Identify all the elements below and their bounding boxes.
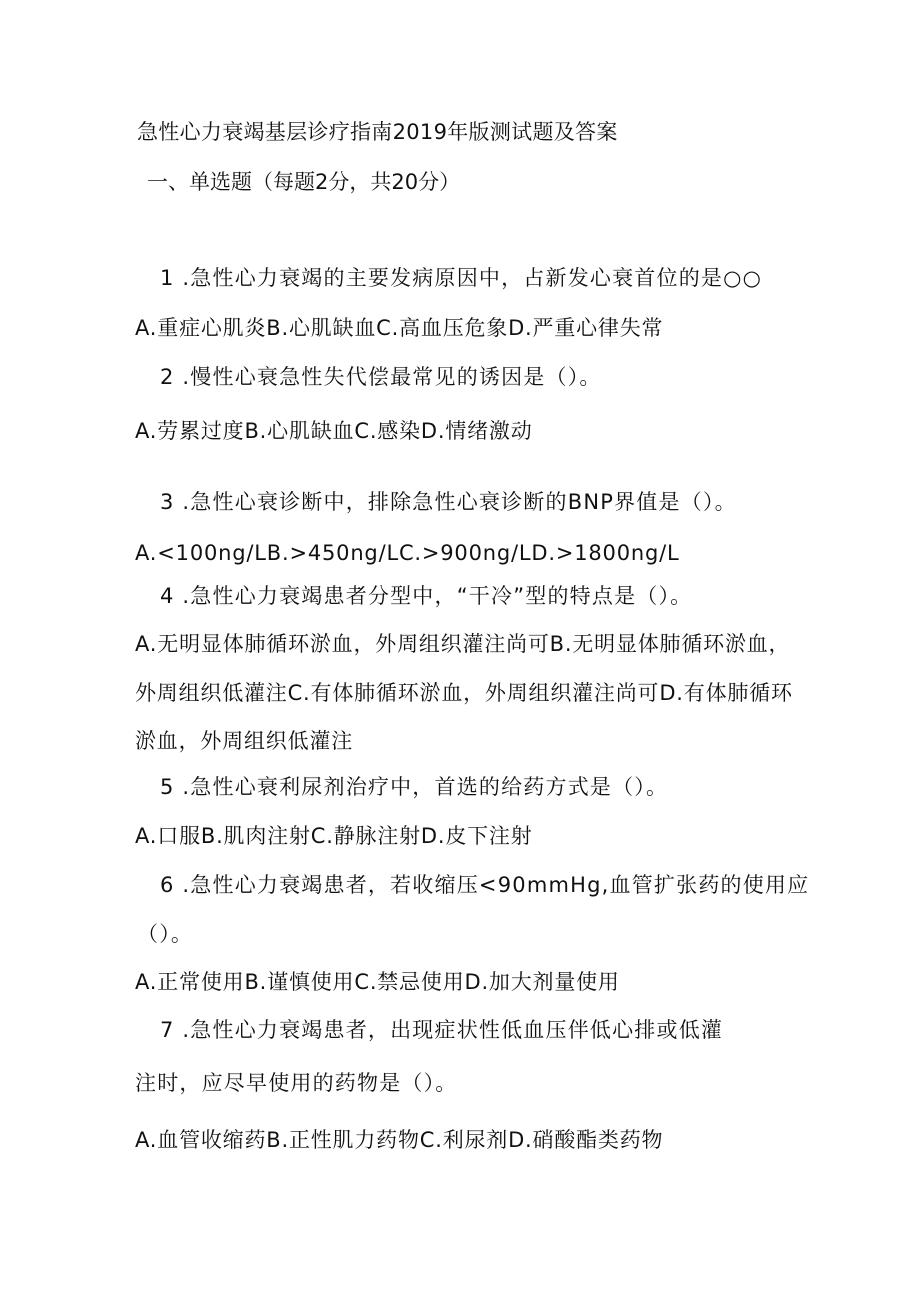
- document-title: 急性心力衰竭基层诊疗指南2019年版测试题及答案: [137, 120, 618, 144]
- question-1-stem: 1 .急性心力衰竭的主要发病原因中，占新发心衰首位的是○○: [160, 266, 763, 290]
- question-3-options: A.<100ng/LB.>450ng/LC.>900ng/LD.>1800ng/L: [135, 541, 680, 565]
- question-1-options: A.重症心肌炎B.心肌缺血C.高血压危象D.严重心律失常: [135, 316, 664, 340]
- question-5-stem: 5 .急性心衰利尿剂治疗中，首选的给药方式是（）。: [160, 775, 669, 799]
- question-6-stem-continued: （）。: [137, 922, 194, 946]
- question-4-options-line-3: 淤血，外周组织低灌注: [135, 729, 353, 753]
- section-heading: 一、单选题（每题2分，共20分）: [147, 170, 461, 194]
- question-6-options: A.正常使用B.谨慎使用C.禁忌使用D.加大剂量使用: [135, 970, 620, 994]
- question-7-options: A.血管收缩药B.正性肌力药物C.利尿剂D.硝酸酯类药物: [135, 1128, 664, 1152]
- question-7-stem: 7 .急性心力衰竭患者，出现症状性低血压伴低心排或低灌: [160, 1018, 724, 1042]
- question-4-options-line-1: A.无明显体肺循环淤血，外周组织灌注尚可B.无明显体肺循环淤血，: [135, 632, 791, 656]
- question-5-options: A.口服B.肌肉注射C.静脉注射D.皮下注射: [135, 824, 533, 848]
- question-4-stem: 4 .急性心力衰竭患者分型中，“干冷”型的特点是（）。: [160, 584, 693, 608]
- question-3-stem: 3 .急性心衰诊断中，排除急性心衰诊断的BNP界值是（）。: [160, 490, 737, 514]
- question-2-stem: 2 .慢性心衰急性失代偿最常见的诱因是（）。: [160, 365, 602, 389]
- question-2-options: A.劳累过度B.心肌缺血C.感染D.情绪激动: [135, 419, 533, 443]
- question-6-stem: 6 .急性心力衰竭患者，若收缩压<90mmHg,血管扩张药的使用应: [160, 873, 810, 897]
- question-4-options-line-2: 外周组织低灌注C.有体肺循环淤血，外周组织灌注尚可D.有体肺循环: [135, 681, 793, 705]
- question-7-stem-continued: 注时，应尽早使用的药物是（）。: [135, 1071, 458, 1095]
